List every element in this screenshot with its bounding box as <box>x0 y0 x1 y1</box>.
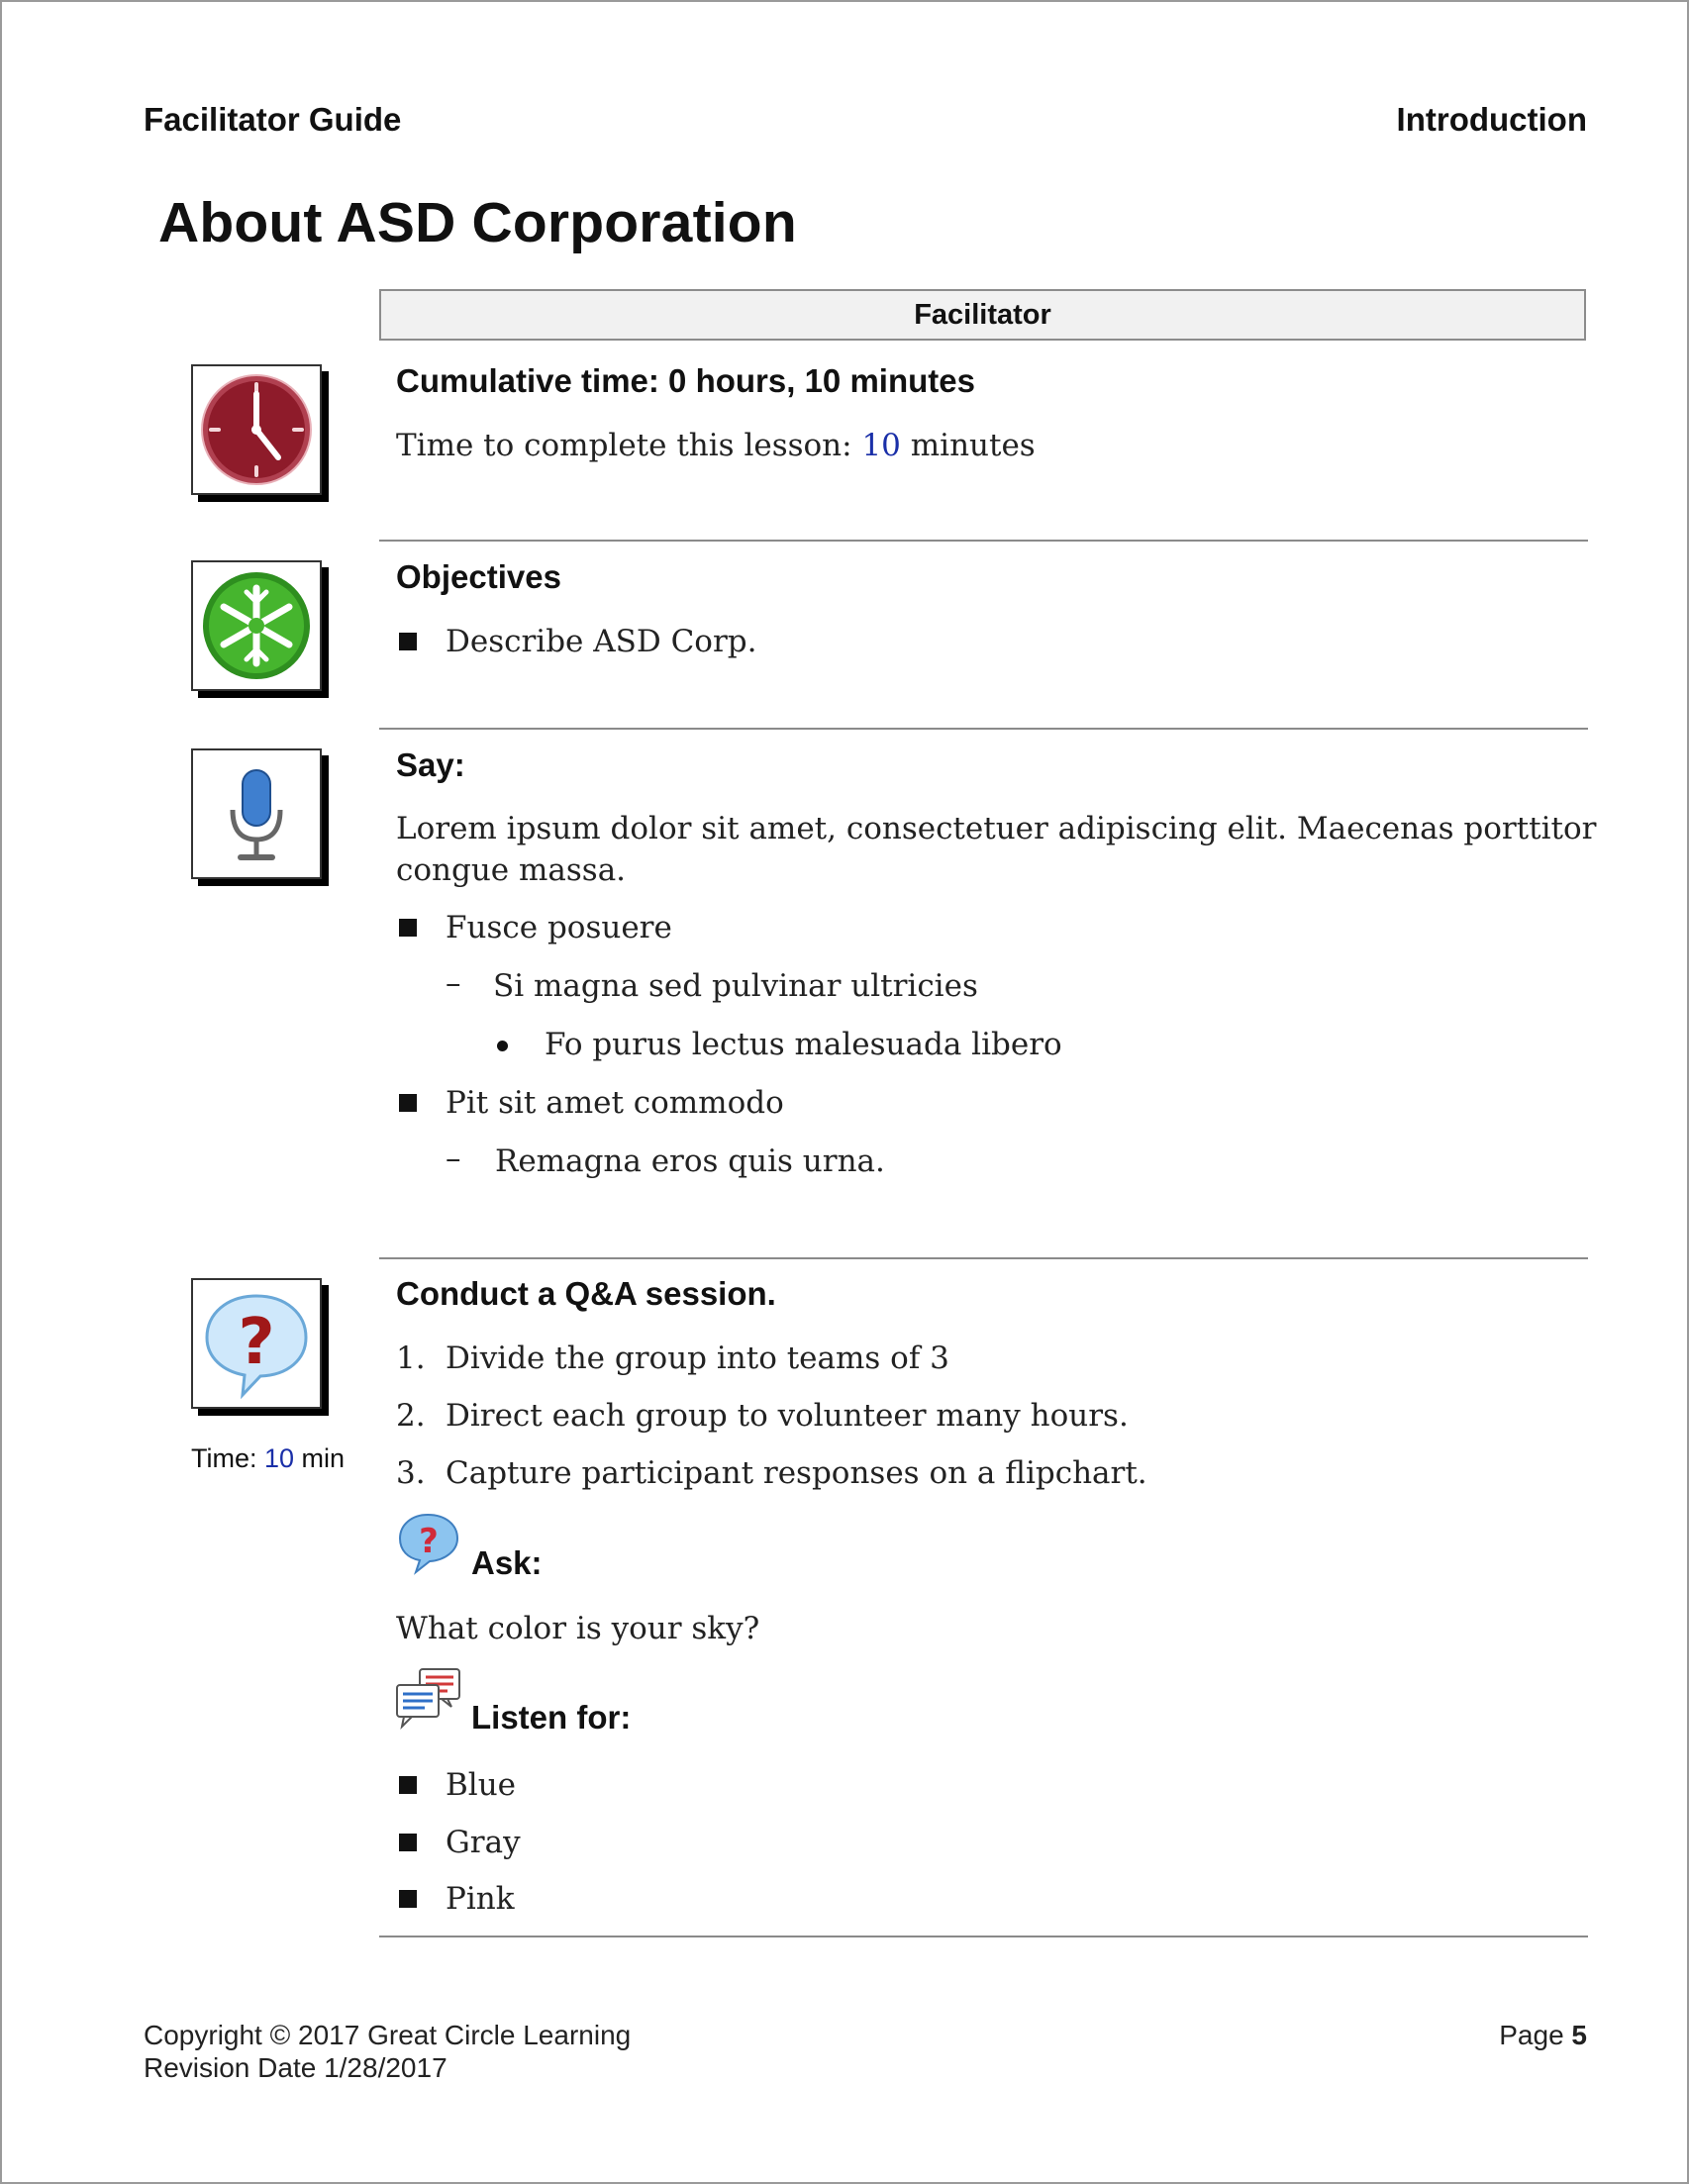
listen-for-label: Listen for: <box>471 1699 632 1736</box>
snowflake-badge-icon <box>191 560 322 691</box>
qa-step-1-num: 1. <box>396 1340 426 1376</box>
lesson-time-value: 10 <box>861 428 901 463</box>
section-divider <box>379 1257 1588 1259</box>
square-bullet-icon <box>399 1776 417 1794</box>
qa-step-3-num: 3. <box>396 1455 426 1491</box>
qa-time-unit: min <box>294 1443 346 1473</box>
svg-text:?: ? <box>238 1306 275 1379</box>
qa-time-label <box>191 1443 345 1474</box>
qa-time-value: 10 <box>264 1443 295 1473</box>
qa-step-2-text: Direct each group to volunteer many hours. <box>446 1398 1129 1434</box>
ask-question: What color is your sky? <box>396 1611 760 1646</box>
dash-bullet-icon: – <box>446 965 461 1001</box>
say-bullet-2: Pit sit amet commodo <box>446 1085 784 1121</box>
square-bullet-icon <box>399 1890 417 1908</box>
question-bubble-icon <box>191 1278 322 1409</box>
say-paragraph-line1: Lorem ipsum dolor sit amet, consectetuer adipiscing elit. Maecenas porttitor <box>396 811 1597 846</box>
chat-bubbles-icon <box>394 1667 463 1733</box>
section-divider <box>379 728 1588 730</box>
objective-item: Describe ASD Corp. <box>446 624 757 659</box>
ask-bubble-icon <box>396 1511 461 1576</box>
say-bullet-1-sub: Si magna sed pulvinar ultricies <box>493 968 978 1004</box>
square-bullet-icon <box>399 633 417 650</box>
say-heading: Say: <box>396 746 465 783</box>
ask-label: Ask: <box>471 1544 543 1581</box>
square-bullet-icon <box>399 1834 417 1851</box>
section-divider <box>379 540 1588 542</box>
footer-copyright: Copyright © 2017 Great Circle Learning <box>144 2020 632 2050</box>
square-bullet-icon <box>399 919 417 937</box>
qa-heading: Conduct a Q&A session. <box>396 1275 776 1312</box>
listen-item-1: Blue <box>446 1767 517 1803</box>
qa-step-1-text: Divide the group into teams of 3 <box>446 1340 949 1376</box>
footer-revision-date: Revision Date 1/28/2017 <box>144 2052 447 2083</box>
listen-item-2: Gray <box>446 1825 521 1860</box>
microphone-icon <box>191 748 322 879</box>
page-number: 5 <box>1571 2020 1587 2050</box>
lesson-time-prefix: Time to complete this lesson: <box>396 428 862 463</box>
say-paragraph-line2: congue massa. <box>396 852 627 888</box>
qa-time-prefix: Time: <box>191 1443 264 1473</box>
lesson-time-line <box>396 425 1036 466</box>
header-guide-title: Facilitator Guide <box>144 101 402 138</box>
lesson-time-suffix: minutes <box>900 428 1036 463</box>
say-bullet-1: Fusce posuere <box>446 910 672 945</box>
footer-page-number <box>1499 2020 1587 2051</box>
square-bullet-icon <box>399 1094 417 1112</box>
page-title: About ASD Corporation <box>158 191 797 254</box>
qa-step-3-text: Capture participant responses on a flipchart. <box>446 1455 1147 1491</box>
qa-step-2-num: 2. <box>396 1398 426 1434</box>
round-bullet-icon <box>497 1041 508 1051</box>
header-section-title: Introduction <box>1396 101 1587 138</box>
clock-icon <box>191 364 322 495</box>
facilitator-bar-label: Facilitator <box>914 298 1051 331</box>
facilitator-bar <box>379 289 1586 341</box>
dash-bullet-icon: – <box>446 1141 461 1176</box>
listen-item-3: Pink <box>446 1881 515 1917</box>
svg-text:?: ? <box>419 1522 439 1561</box>
say-bullet-2-sub: Remagna eros quis urna. <box>495 1143 885 1179</box>
cumulative-time-heading: Cumulative time: 0 hours, 10 minutes <box>396 362 975 399</box>
page-label: Page <box>1499 2020 1572 2050</box>
section-divider <box>379 1936 1588 1937</box>
say-bullet-1-subsub: Fo purus lectus malesuada libero <box>545 1027 1062 1062</box>
objectives-heading: Objectives <box>396 558 561 595</box>
